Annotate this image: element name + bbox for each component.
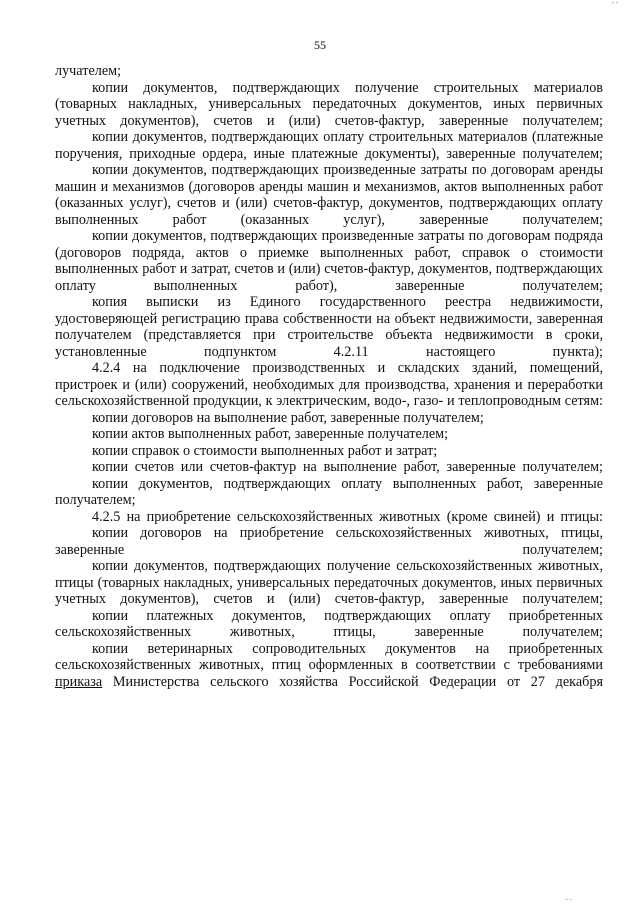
paragraph: копии документов, подтверждающих получение строительных материалов (товарных накладных, универсальных передаточных документов, иных первичных учетных документов), счетов и (или) счетов-фактур, заверенные получателем; — [55, 79, 603, 129]
final-paragraph-text-end: Министерства сельского хозяйства Российской Федерации от 27 декабря — [102, 673, 603, 690]
paragraph: копии счетов или счетов-фактур на выполнение работ, заверенные получателем; — [92, 459, 603, 475]
paragraph: 4.2.5 на приобретение сельскохозяйственных животных (кроме свиней) и птицы: — [92, 508, 603, 525]
final-paragraph — [55, 641, 603, 691]
paragraph: копии документов, подтверждающих произведенные затраты по договорам аренды машин и механизмов (договоров аренды машин и механизмов, актов выполненных работ (оказанных услуг), счетов и (или) счетов-фактур, документов, подтверждающих оплату выполненных работ (оказанных услуг), заверенные получателем; — [55, 162, 603, 228]
prikaz-link[interactable]: приказа — [55, 673, 103, 690]
page-number: 55 — [314, 38, 326, 52]
paragraph: лучателем; — [55, 63, 122, 79]
paragraph: копии документов, подтверждающих произведенные затраты по договорам подряда (договоров подряда, актов о приемке выполненных работ, справок о стоимости выполненных работ и затрат, счетов и (или) счетов-фактур, документов, подтверждающих оплату выполненных работ), заверенные получателем; — [55, 228, 603, 294]
final-paragraph-text-start: копии ветеринарных сопроводительных документов на приобретенных сельскохозяйственных животных, птиц оформленных в соответствии с требованиями — [55, 640, 603, 673]
paragraph: копии платежных документов, подтверждающих оплату приобретенных сельскохозяйственных животных, птицы, заверенные получателем; — [55, 607, 603, 640]
paragraph: копии договоров на приобретение сельскохозяйственных животных, птицы, заверенные получателем; — [55, 525, 603, 558]
document-body — [55, 63, 603, 690]
scan-corner-mark-top: - - — [611, 0, 618, 6]
paragraph: копия выписки из Единого государственного реестра недвижимости, удостоверяющей регистрацию права собственности на объект недвижимости, заверенная получателем (представляется при строительстве объекта недвижимости в сроки, установленные подпунктом 4.2.11 настоящего пункта); — [55, 294, 603, 360]
scan-corner-mark-bottom: - - — [565, 895, 572, 903]
paragraph: копии справок о стоимости выполненных работ и затрат; — [92, 442, 438, 459]
paragraph: копии договоров на выполнение работ, заверенные получателем; — [92, 409, 484, 426]
paragraph: копии документов, подтверждающих оплату строительных материалов (платежные поручения, приходные ордера, иные платежные документы), заверенные получателем; — [55, 129, 603, 162]
paragraph: копии документов, подтверждающих получение сельскохозяйственных животных, птицы (товарных накладных, универсальных передаточных документов, иных первичных учетных документов), счетов и (или) счетов-фактур, заверенные получателем; — [55, 558, 603, 607]
paragraph: копии актов выполненных работ, заверенные получателем; — [92, 426, 449, 442]
paragraph: копии документов, подтверждающих оплату выполненных работ, заверенные получателем; — [55, 475, 603, 508]
paragraph: 4.2.4 на подключение производственных и складских зданий, помещений, пристроек и (или) сооружений, необходимых для производства, хранения и переработки сельскохозяйственной продукции, к электрическим, водо-, газо- и теплопроводным сетям: — [55, 360, 603, 409]
